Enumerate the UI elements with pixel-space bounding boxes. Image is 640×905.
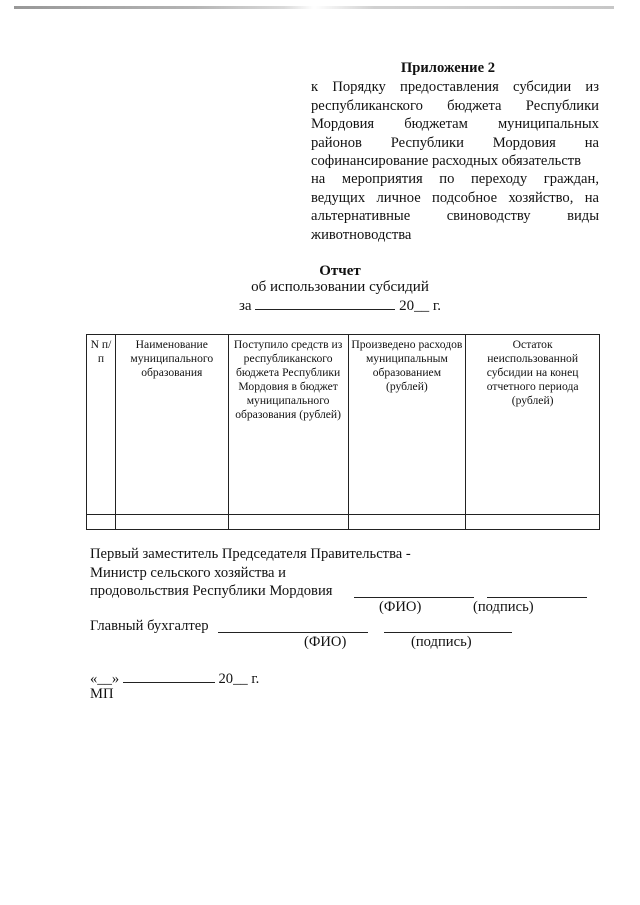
report-subtitle: об использовании субсидий [251, 279, 429, 295]
appendix-word: к [311, 79, 319, 96]
deputy-title-line1: Первый заместитель Председателя Правительства - [90, 546, 411, 562]
period-prefix: за [238, 298, 252, 314]
deputy-fio-caption: (ФИО) [379, 599, 422, 615]
date-day: «__» [90, 671, 120, 687]
table-row [87, 515, 600, 530]
appendix-line [311, 152, 599, 170]
appendix-word: Республики [525, 97, 599, 114]
appendix-word: Мордовия [311, 116, 375, 133]
appendix-word: альтернативные [311, 208, 411, 225]
appendix-word: из [585, 79, 599, 96]
period-blank [255, 297, 395, 310]
appendix-word: Республики [390, 134, 464, 151]
deputy-sign-caption: (подпись) [473, 599, 534, 615]
appendix-line [311, 189, 599, 207]
appendix-line [311, 97, 599, 115]
accountant-fio-caption: (ФИО) [304, 634, 347, 650]
header-spent: Произведено расходов муниципальным образованием (рублей) [348, 335, 466, 515]
deputy-title-line3: продовольствия Республики Мордовия [90, 583, 333, 599]
accountant-fio-blank [218, 617, 368, 633]
accountant-sign-blank [384, 617, 512, 633]
appendix-word: по [439, 171, 455, 188]
report-table [86, 334, 600, 530]
appendix-word: свиноводству [446, 208, 531, 225]
table-cell [228, 515, 348, 530]
stamp-placeholder: МП [90, 686, 114, 702]
appendix-word: ведущих [311, 189, 366, 206]
appendix-title: Приложение 2 [400, 60, 495, 76]
header-number: N п/п [87, 335, 116, 515]
appendix-line [311, 78, 599, 96]
date-year: 20__ г. [218, 671, 260, 687]
appendix-word: на [311, 171, 326, 188]
appendix-word: на [584, 189, 599, 206]
deputy-sign-blank [487, 582, 587, 598]
table-cell [115, 515, 228, 530]
appendix-word: граждан, [543, 171, 599, 188]
appendix-word: муниципальных [497, 116, 599, 133]
accountant-sign-caption: (подпись) [411, 634, 472, 650]
appendix-word: Порядку [332, 79, 386, 96]
appendix-word: хозяйство, [508, 189, 574, 206]
table-cell [466, 515, 600, 530]
period-year: 20__ г. [399, 298, 442, 314]
table-cell [87, 515, 116, 530]
appendix-line [311, 115, 599, 133]
appendix-word: Мордовия [492, 134, 556, 151]
scan-artifact-line [14, 6, 614, 9]
appendix-word: республиканского [311, 97, 423, 114]
appendix-word: мероприятия [341, 171, 423, 188]
header-municipality: Наименование муниципального образования [115, 335, 228, 515]
report-period [200, 297, 480, 315]
deputy-fio-blank [354, 582, 474, 598]
accountant-title: Главный бухгалтер [90, 618, 209, 634]
appendix-word: подсобное [432, 189, 498, 206]
appendix-line [311, 170, 599, 188]
deputy-title-line2: Министр сельского хозяйства и [90, 565, 286, 581]
appendix-word: животноводства [311, 226, 412, 243]
appendix-word: предоставления [400, 79, 499, 96]
date-month-blank [123, 670, 215, 683]
table-header-row [87, 335, 600, 515]
report-title: Отчет [319, 263, 361, 279]
appendix-line [311, 134, 599, 152]
appendix-word: личное [376, 189, 421, 206]
appendix-word: виды [567, 208, 599, 225]
appendix-line [311, 226, 599, 244]
appendix-block [311, 59, 599, 244]
header-remainder: Остаток неиспользованной субсидии на конец отчетного периода (рублей) [466, 335, 600, 515]
appendix-word: переходу [470, 171, 528, 188]
appendix-word: на [584, 134, 599, 151]
appendix-line [311, 207, 599, 225]
appendix-text [311, 78, 599, 244]
appendix-word: бюджета [447, 97, 502, 114]
appendix-word: районов [311, 134, 362, 151]
appendix-word: бюджетам [404, 116, 468, 133]
appendix-word: софинансирование расходных обязательств [311, 153, 582, 170]
table-cell [348, 515, 466, 530]
date-line [90, 670, 259, 688]
appendix-word: субсидии [513, 79, 572, 96]
header-received: Поступило средств из республиканского бюджета Республики Мордовия в бюджет муниципального образования (рублей) [228, 335, 348, 515]
